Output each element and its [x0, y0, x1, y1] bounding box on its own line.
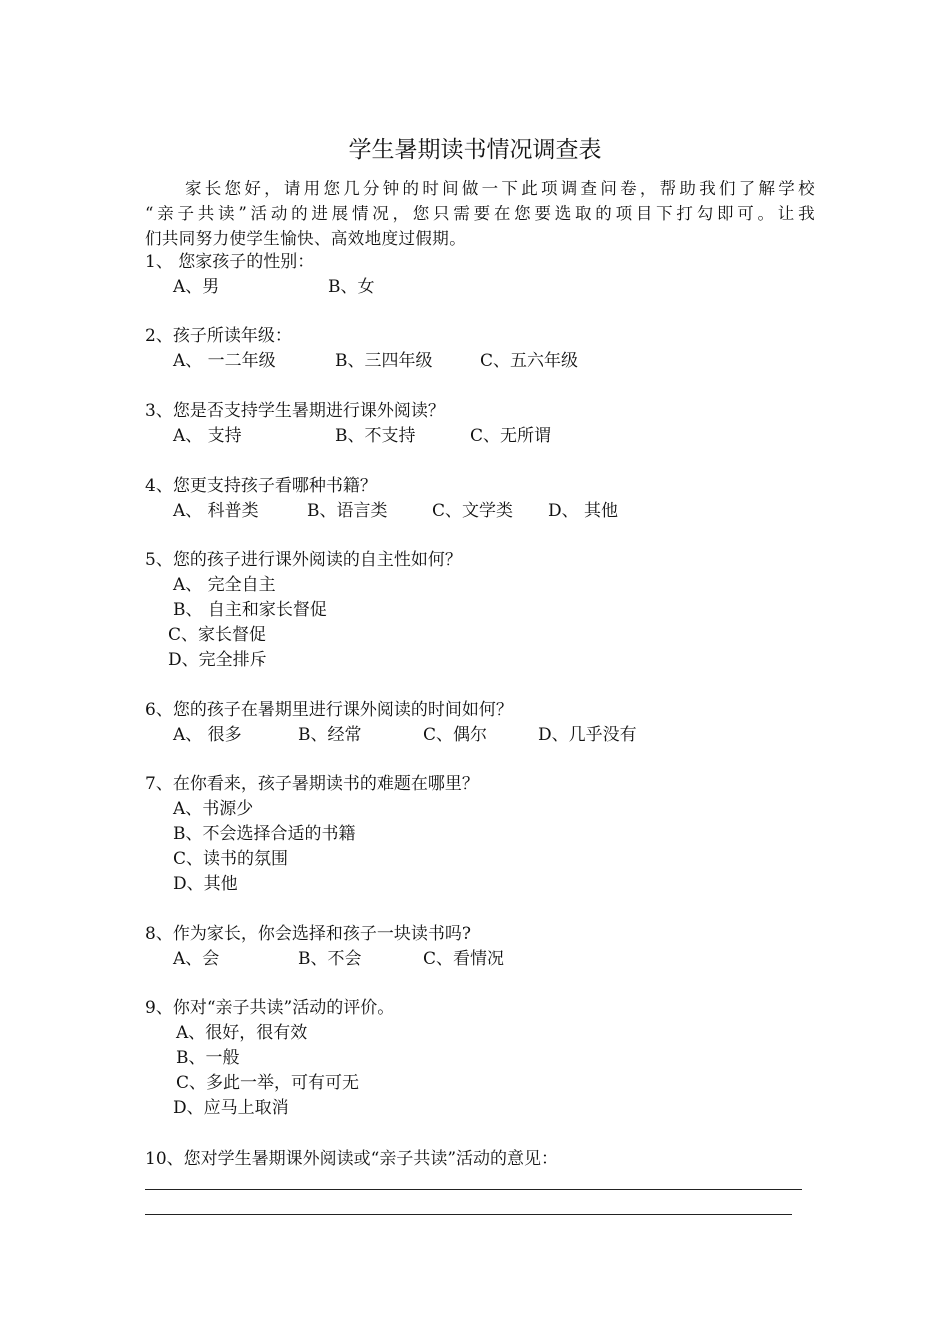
q9-option-d[interactable]: D、应马上取消 — [173, 1098, 289, 1118]
intro-line-2: “亲子共读”活动的进展情况，您只需要在您要选取的项目下打勾即可。让我 — [145, 204, 815, 223]
q7-option-c[interactable]: C、读书的氛围 — [173, 849, 289, 869]
q2-option-a[interactable]: A、 一二年级 — [173, 351, 276, 371]
question-10: 10、您对学生暑期课外阅读或“亲子共读”活动的意见： — [145, 1149, 559, 1169]
question-2: 2、孩子所读年级： — [145, 326, 292, 346]
answer-line-2[interactable] — [145, 1214, 792, 1215]
page-title: 学生暑期读书情况调查表 — [348, 137, 602, 163]
question-3: 3、您是否支持学生暑期进行课外阅读？ — [145, 401, 445, 421]
q6-option-b[interactable]: B、经常 — [298, 725, 362, 745]
q9-option-b[interactable]: B、一般 — [176, 1048, 240, 1068]
q4-option-d[interactable]: D、 其他 — [548, 501, 619, 521]
question-4: 4、您更支持孩子看哪种书籍？ — [145, 476, 377, 496]
q3-option-c[interactable]: C、无所谓 — [470, 426, 552, 446]
question-6: 6、您的孩子在暑期里进行课外阅读的时间如何？ — [145, 700, 513, 720]
q5-option-c[interactable]: C、家长督促 — [168, 625, 267, 645]
q9-option-a[interactable]: A、很好，很有效 — [176, 1023, 308, 1043]
intro-line-3: 们共同努力使学生愉快、高效地度过假期。 — [145, 229, 467, 248]
q5-option-d[interactable]: D、完全排斥 — [168, 650, 267, 670]
question-8: 8、作为家长，你会选择和孩子一块读书吗? — [145, 924, 471, 944]
q7-option-a[interactable]: A、书源少 — [173, 799, 254, 819]
answer-line-1[interactable] — [145, 1189, 802, 1190]
question-5: 5、您的孩子进行课外阅读的自主性如何？ — [145, 550, 462, 570]
q4-option-b[interactable]: B、语言类 — [307, 501, 388, 521]
q8-option-a[interactable]: A、会 — [173, 949, 220, 969]
q2-option-c[interactable]: C、五六年级 — [480, 351, 579, 371]
q5-option-b[interactable]: B、 自主和家长督促 — [173, 600, 327, 620]
q6-option-c[interactable]: C、偶尔 — [423, 725, 488, 745]
q7-option-d[interactable]: D、其他 — [173, 874, 238, 894]
question-7: 7、在你看来，孩子暑期读书的难题在哪里？ — [145, 774, 479, 794]
q5-option-a[interactable]: A、 完全自主 — [173, 575, 276, 595]
intro-line-1: 家长您好，请用您几分钟的时间做一下此项调查问卷，帮助我们了解学校 — [185, 179, 815, 198]
question-1: 1、 您家孩子的性别： — [145, 252, 315, 272]
q9-option-c[interactable]: C、多此一举，可有可无 — [176, 1073, 360, 1093]
intro-paragraph — [145, 176, 815, 251]
q1-option-b[interactable]: B、女 — [328, 277, 375, 297]
q4-option-c[interactable]: C、文学类 — [432, 501, 514, 521]
q3-option-b[interactable]: B、不支持 — [335, 426, 416, 446]
q6-option-d[interactable]: D、几乎没有 — [538, 725, 637, 745]
q4-option-a[interactable]: A、 科普类 — [173, 501, 259, 521]
q7-option-b[interactable]: B、不会选择合适的书籍 — [173, 824, 356, 844]
q6-option-a[interactable]: A、 很多 — [173, 725, 242, 745]
q8-option-b[interactable]: B、不会 — [298, 949, 362, 969]
q8-option-c[interactable]: C、看情况 — [423, 949, 505, 969]
q2-option-b[interactable]: B、三四年级 — [335, 351, 433, 371]
q1-option-a[interactable]: A、男 — [173, 277, 220, 297]
question-9: 9、你对“亲子共读”活动的评价。 — [145, 998, 395, 1018]
q3-option-a[interactable]: A、 支持 — [173, 426, 242, 446]
